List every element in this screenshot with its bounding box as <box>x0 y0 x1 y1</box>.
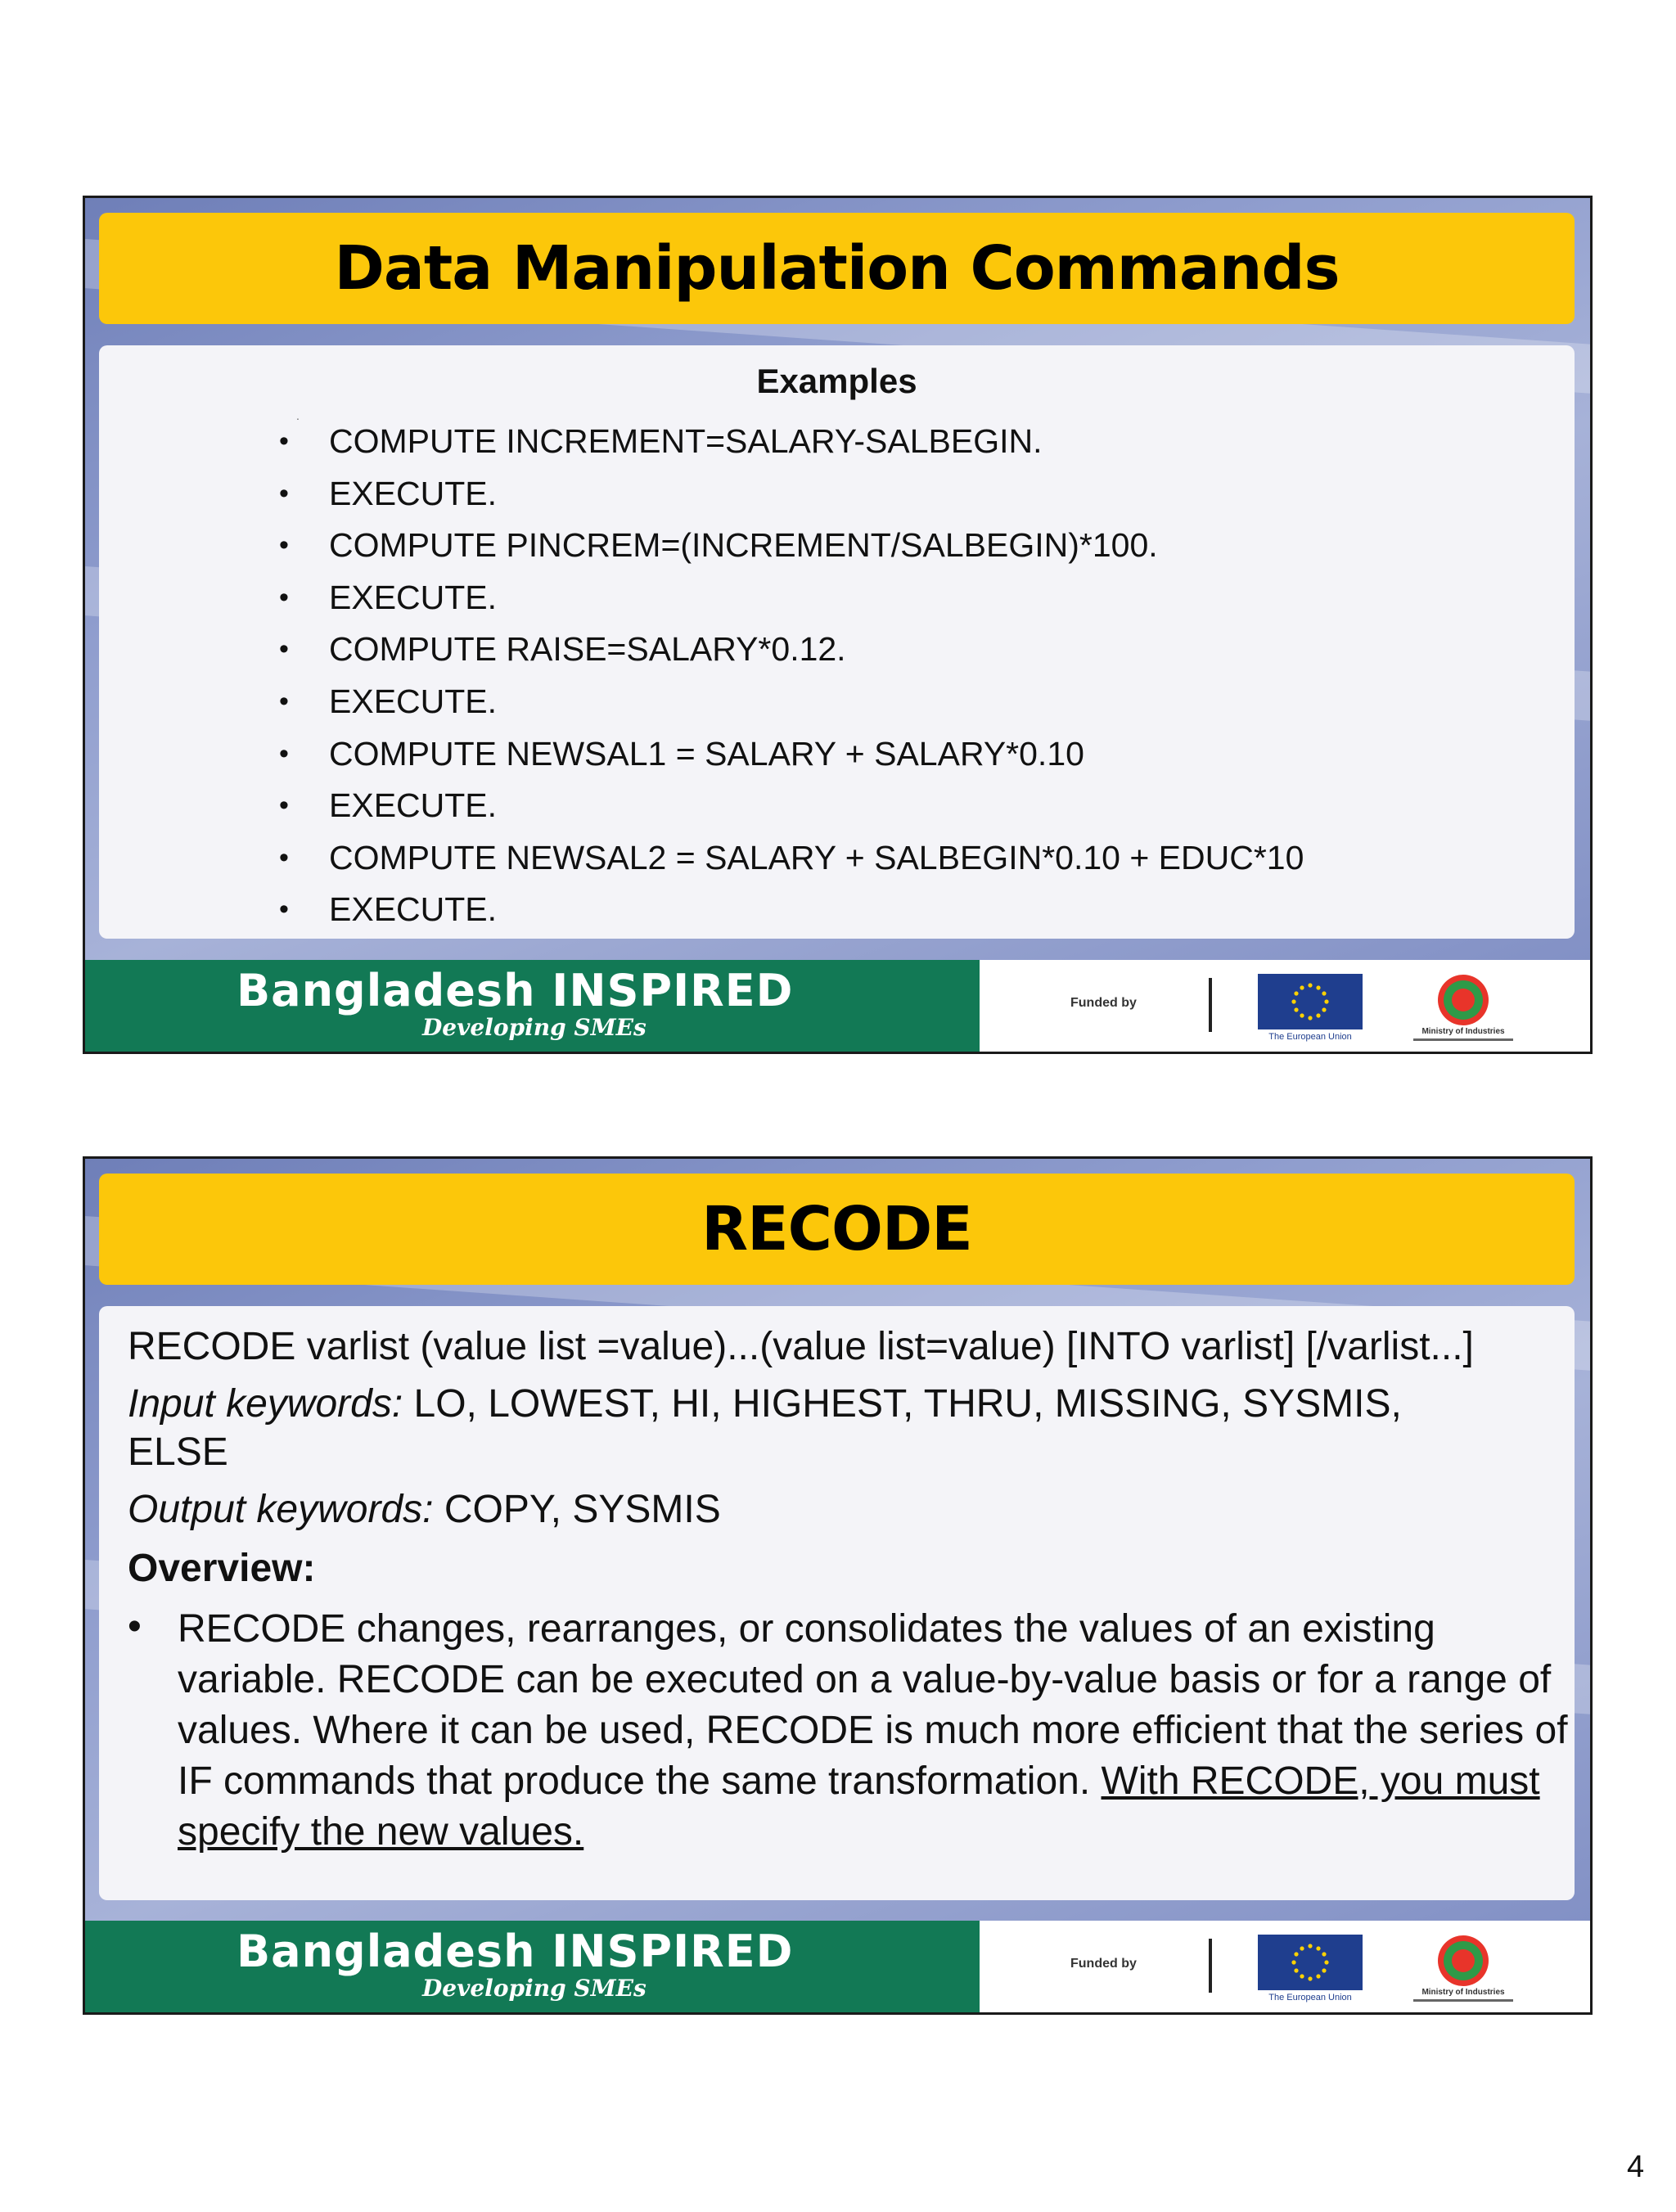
command-item: • EXECUTE. <box>275 572 1304 624</box>
eu-flag-icon <box>1258 1935 1363 1990</box>
command-item: • EXECUTE. <box>275 780 1304 832</box>
slide-title: RECODE <box>701 1194 972 1264</box>
command-item: • COMPUTE INCREMENT=SALARY-SALBEGIN. <box>275 416 1304 468</box>
funded-by-label: Funded by <box>1070 1957 1137 1971</box>
output-keywords <box>128 1487 721 1532</box>
slide-data-manipulation <box>83 196 1593 1054</box>
input-keywords <box>128 1381 1402 1426</box>
command-item: • EXECUTE. <box>275 676 1304 728</box>
command-item: • COMPUTE RAISE=SALARY*0.12. <box>275 624 1304 676</box>
brand-name: Bangladesh INSPIRED <box>237 965 794 1016</box>
overview-description <box>178 1604 1569 1858</box>
ministry-seal-icon <box>1437 1935 1489 1987</box>
brand-tagline: Developing SMEs <box>422 1975 647 2002</box>
divider <box>1209 1939 1212 1993</box>
eu-caption: The European Union <box>1268 1032 1352 1042</box>
output-keywords-label: Output keywords: <box>128 1488 434 1531</box>
input-keywords-continued: ELSE <box>128 1430 228 1474</box>
input-keywords-values: LO, LOWEST, HI, HIGHEST, THRU, MISSING, SYSMIS, <box>403 1382 1402 1426</box>
overview-underlined-text: With RECODE, you must specify the new values. <box>178 1759 1540 1854</box>
footer-sponsors <box>980 1921 1590 2012</box>
ministry-caption: Ministry of Industries <box>1421 1988 1505 1997</box>
input-keywords-label: Input keywords: <box>128 1382 403 1426</box>
footer-sponsors <box>980 960 1590 1052</box>
title-bar <box>99 1174 1575 1285</box>
ministry-caption: Ministry of Industries <box>1421 1027 1505 1036</box>
overview-heading: Overview: <box>128 1547 316 1590</box>
examples-heading: Examples <box>756 362 917 400</box>
title-bar <box>99 213 1575 324</box>
brand-name: Bangladesh INSPIRED <box>237 1926 794 1977</box>
slide-footer <box>85 1921 1590 2012</box>
ministry-seal-icon <box>1437 974 1489 1026</box>
stray-dot: . <box>296 409 300 422</box>
ministry-subcaption-line <box>1413 1038 1513 1041</box>
output-keywords-values: COPY, SYSMIS <box>433 1488 721 1531</box>
content-box <box>99 1306 1575 1900</box>
command-list <box>275 416 1304 936</box>
command-item: • EXECUTE. <box>275 884 1304 936</box>
brand-tagline: Developing SMEs <box>422 1014 647 1041</box>
command-item: • COMPUTE PINCREM=(INCREMENT/SALBEGIN)*100. <box>275 520 1304 572</box>
slide-recode <box>83 1156 1593 2015</box>
divider <box>1209 978 1212 1032</box>
bullet-marker: • <box>128 1605 142 1648</box>
recode-syntax: RECODE varlist (value list =value)...(value list=value) [INTO varlist] [/varlist...] <box>128 1325 1474 1368</box>
page-number: 4 <box>1627 2150 1645 2184</box>
footer-brand-panel <box>85 960 980 1052</box>
command-item: • COMPUTE NEWSAL1 = SALARY + SALARY*0.10 <box>275 728 1304 781</box>
slide-title: Data Manipulation Commands <box>334 233 1340 304</box>
eu-flag-icon <box>1258 974 1363 1029</box>
funded-by-label: Funded by <box>1070 996 1137 1010</box>
eu-caption: The European Union <box>1268 1993 1352 2003</box>
overview-text: RECODE changes, rearranges, or consolidates the values of an existing variable. RECODE can be executed on a value-by-value basis or for a range of values. Where it can be used, RECODE is much more efficient that the series of IF commands that produce the same transformation. <box>178 1607 1568 1803</box>
slide-footer <box>85 960 1590 1052</box>
command-item: • COMPUTE NEWSAL2 = SALARY + SALBEGIN*0.10 + EDUC*10 <box>275 832 1304 885</box>
ministry-subcaption-line <box>1413 1999 1513 2002</box>
content-box <box>99 345 1575 939</box>
footer-brand-panel <box>85 1921 980 2012</box>
command-item: • EXECUTE. <box>275 468 1304 520</box>
